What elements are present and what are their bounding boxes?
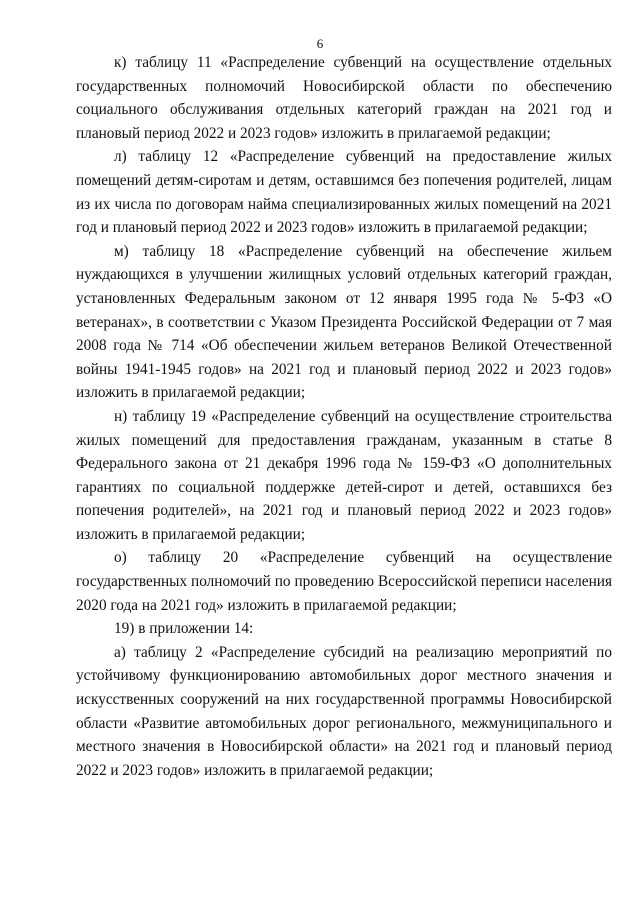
- paragraph-item-o: о) таблицу 20 «Распределение субвенций на осуществление государственных полномочий по проведению Всероссийской переписи населения 2020 года на 2021 год» изложить в прилагаемой редакции;: [76, 549, 612, 614]
- page-number: 6: [316, 36, 324, 51]
- paragraph-item-m: м) таблицу 18 «Распределение субвенций на обеспечение жильем нуждающихся в улучшении жилищных условий отдельных категорий граждан, установленных Федеральным законом от 12 января 1995 года № 5-ФЗ «О ветеранах», в соответствии с Указом Президента Российской Федерации от 7 мая 2008 года № 714 «Об обеспечении жильем ветеранов Великой Отечественной войны 1941-1945 годов» на 2021 год и плановый период 2022 и 2023 годов» изложить в прилагаемой редакции;: [76, 242, 612, 402]
- paragraph-section-19: 19) в приложении 14:: [114, 620, 254, 638]
- paragraph-item-k: к) таблицу 11 «Распределение субвенций на осуществление отдельных государственных полномочий Новосибирской области по обеспечению социального обслуживания отдельных категорий граждан на 2021 год и плановый период 2022 и 2023 годов» изложить в прилагаемой редакции;: [76, 54, 612, 142]
- paragraph-item-n: н) таблицу 19 «Распределение субвенций на осуществление строительства жилых помещений для предоставления гражданам, указанным в статье 8 Федерального закона от 21 декабря 1996 года № 159-ФЗ «О дополнительных гарантиях по социальной поддержке детей-сирот и детей, оставшихся без попечения родителей», на 2021 год и плановый период 2022 и 2023 годов» изложить в прилагаемой редакции;: [76, 407, 612, 543]
- paragraph-item-a: а) таблицу 2 «Распределение субсидий на реализацию мероприятий по устойчивому функционированию автомобильных дорог местного значения и искусственных сооружений на них государственной программы Новосибирской области «Развитие автомобильных дорог регионального, межмуниципального и местного значения в Новосибирской области» на 2021 год и плановый период 2022 и 2023 годов» изложить в прилагаемой редакции;: [76, 643, 612, 779]
- document-body: [76, 51, 612, 782]
- paragraph-item-l: л) таблицу 12 «Распределение субвенций на предоставление жилых помещений детям-сиротам и детям, оставшимся без попечения родителей, лицам из их числа по договорам найма специализированных жилых помещений на 2021 год и плановый период 2022 и 2023 годов» изложить в прилагаемой редакции;: [76, 148, 612, 237]
